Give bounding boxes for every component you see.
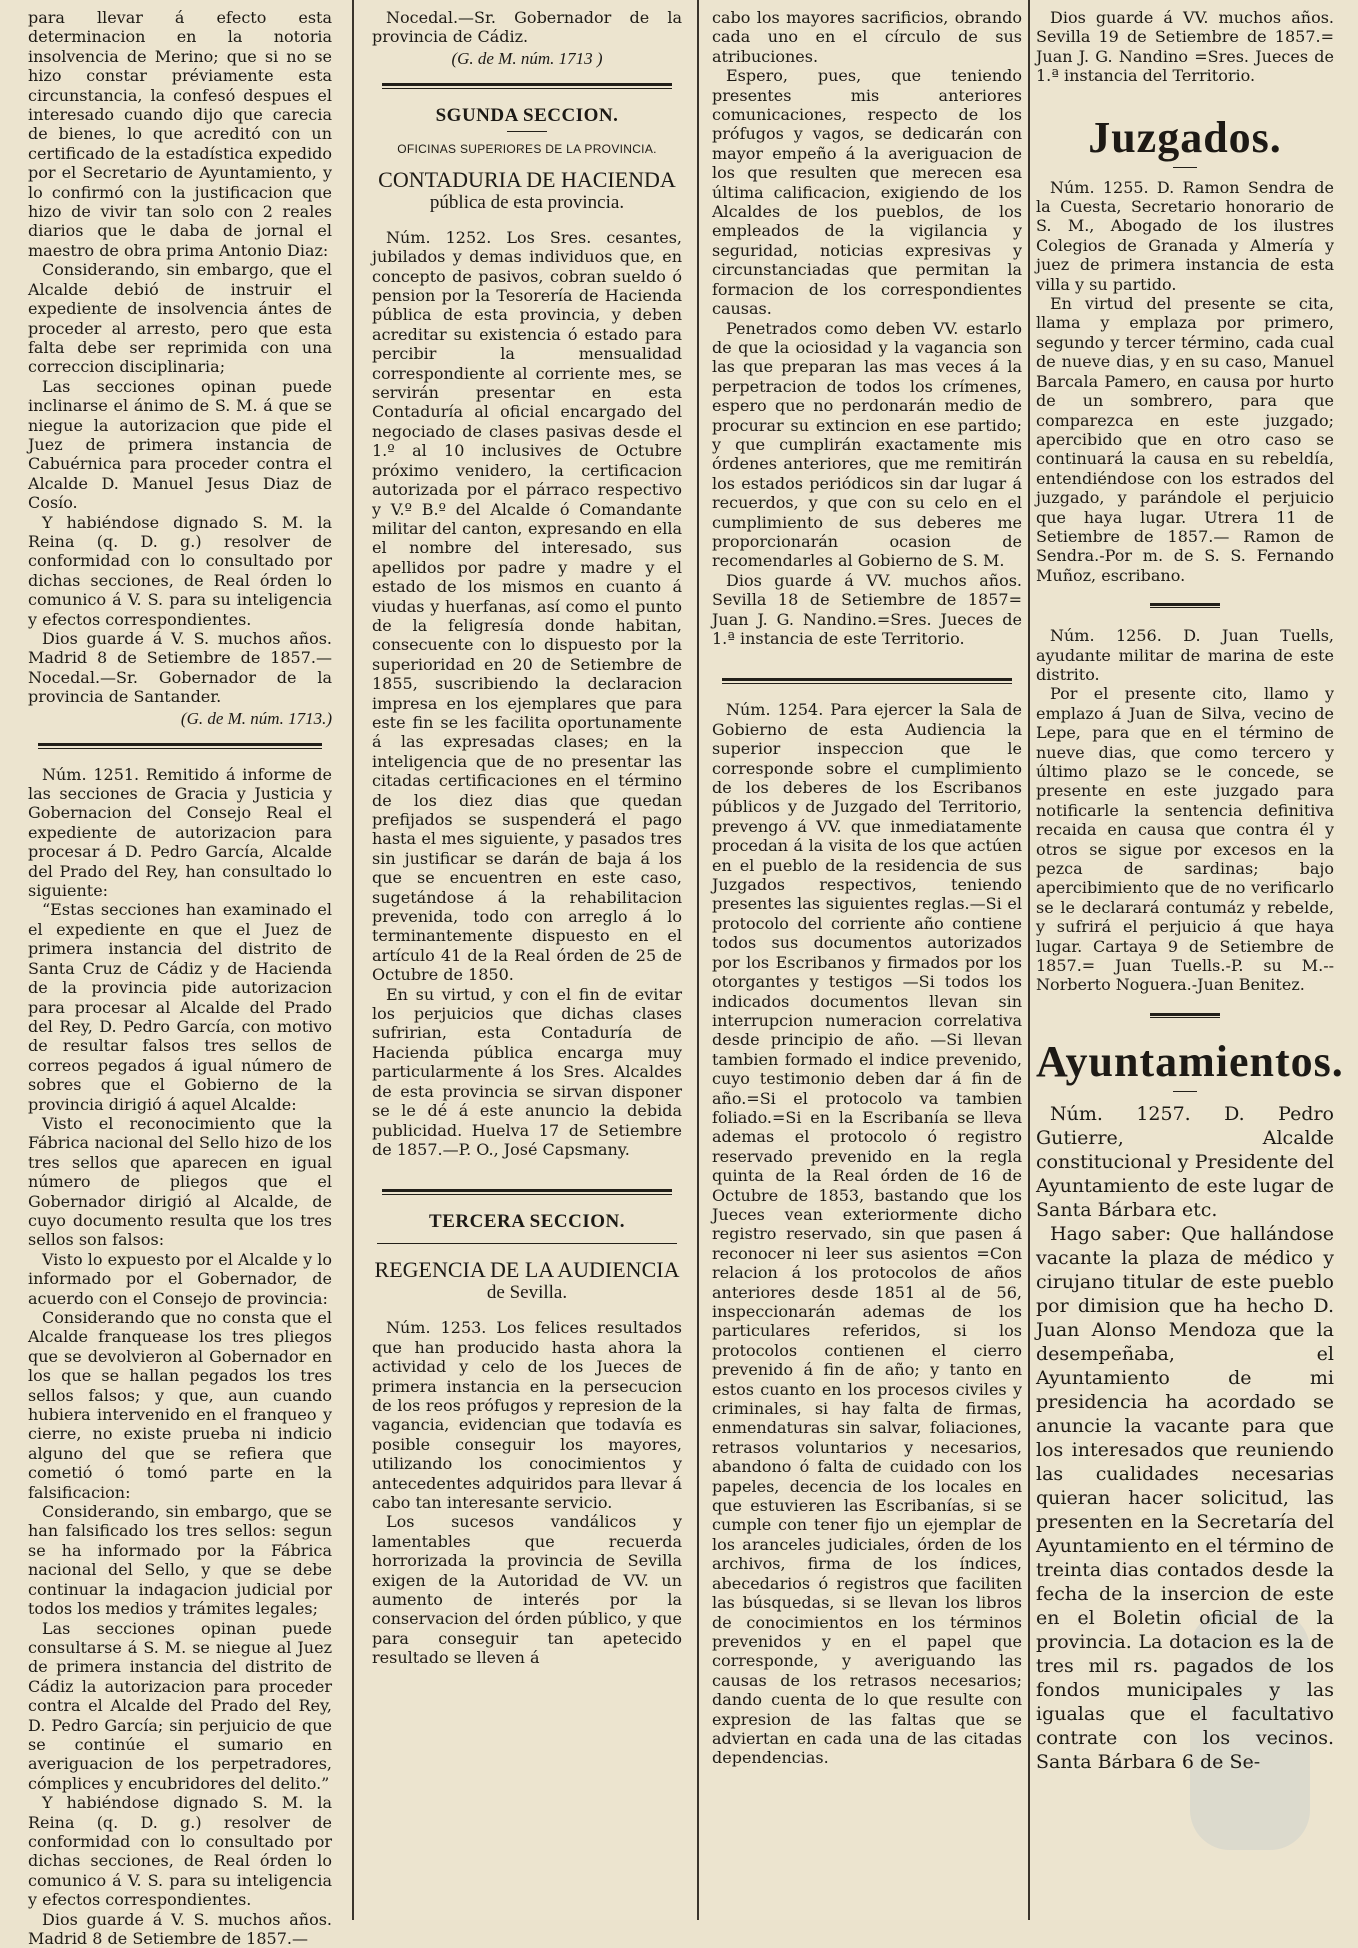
section-rule [1150, 1013, 1220, 1018]
paragraph: Dios guarde á VV. muchos años. Sevilla 19 de Setiembre de 1857.= Juan J. G. Nandino =Sres. Jueces de 1.ª instancia del Territorio. [1036, 8, 1334, 86]
paragraph: Penetrados como deben VV. estarlo de que la ociosidad y la vagancia son las que preparan las mas veces á la perpetracion de todos los crímenes, espero que no perdonarán medio de procurar su extincion en ese partido; y que cumplirán exactamente mis órdenes anteriores, que me remitirán los estados periódicos sin dar lugar á recuerdos, y que con su celo en el cumplimiento de sus deberes me proporcionarán ocasion de recomendarles al Gobierno de S. M. [712, 318, 1022, 571]
office-subtitle: de Sevilla. [486, 1282, 568, 1304]
paragraph: Visto el reconocimiento que la Fábrica nacional del Sello hizo de los tres sellos que aparecen en igual número de pliegos que el Gobernador dirigió al Alcalde, de cuyo documento resulta que los tres sellos son falsos: [28, 1113, 332, 1250]
paragraph: Núm. 1255. D. Ramon Sendra de la Cuesta, Secretario honorario de S. M., Abogado de los ilustres Colegios de Granada y Almería y juez de primera instancia de esta villa y su partido. [1036, 177, 1334, 294]
paragraph: Visto lo expuesto por el Alcalde y lo informado por el Gobernador, de acuerdo con el Consejo de provincia: [28, 1249, 332, 1308]
paragraph: Núm. 1252. Los Sres. cesantes, jubilados y demas individuos que, en concepto de pasivos, cobran sueldo ó pension por la Tesorería de Hacienda pública de esta provincia, y deben acreditar su existencia ó estado para percibir la mensualidad correspondiente al corriente mes, se servirán presentar en esta Contaduría al oficial encargado del negociado de clases pasivas desde el 1.º al 10 inclusives de Octubre próximo venidero, la certificacion autorizada por el párraco respectivo y V.º B.º del Alcalde ó Comandante militar del canton, expresando en ella el nombre del interesado, sus apellidos por padre y madre y el estado de los mismos en cuanto á viudas y huerfanas, así como el punto de la feligresía donde habitan, consecuente con lo dispuesto por la superioridad en 20 de Setiembre de 1855, suscribiendo la declaracion impresa en los ejemplares que para este fin se les facilita oportunamente á las expresadas clases; en la inteligencia que de no presentar las citadas certificaciones en el término de los diez dias que quedan prefijados se suspenderá el pago hasta el mes siguiente, y pasados tres sin justificar se darán de baja á los que se encuentren en este caso, sugetándose á la rehabilitacion prevenida, todo con arreglo á lo terminantemente dispuesto en el artículo 41 de la Real órden de 25 de Octubre de 1850. [372, 227, 682, 985]
paragraph: cabo los mayores sacrificios, obrando cada uno en el círculo de sus atribuciones. [712, 8, 1022, 66]
section-rule [38, 743, 322, 749]
divider [1173, 167, 1197, 168]
paragraph: Y habiéndose dignado S. M. la Reina (q. D. g.) resolver de conformidad con lo consultado por dichas secciones, de Real órden lo comunico á V. S. para su inteligencia y efectos correspondientes. [28, 1793, 332, 1910]
section-heading-ayuntamientos: Ayuntamientos. [1036, 1036, 1344, 1086]
section-title: TERCERA SECCION. [429, 1211, 625, 1233]
paragraph: “Estas secciones han examinado el el expediente en que el Juez de primera instancia del distrito de Santa Cruz de Cádiz y de Hacienda de la provincia pide autorizacion para procesar al Alcalde del Prado del Rey, D. Pedro García, con motivo de resultar falsos tres sellos de correos pegados á igual número de sobres que el Gobierno de la provincia dirigió á aquel Alcalde: [28, 900, 332, 1114]
paragraph: Núm. 1253. Los felices resultados que han producido hasta ahora la actividad y celo de los Jueces de primera instancia en la persecucion de los reos prófugos y represion de la vagancia, evidencian que todavía es posible conseguir los mayores, utilizando los conocimientos y antecedentes adquiridos para llevar á cabo tan interesante servicio. [372, 1318, 682, 1512]
section-rule [1150, 603, 1220, 608]
divider [507, 131, 547, 132]
paragraph: Considerando, sin embargo, que se han falsificado los tres sellos: segun se ha informado por la Fábrica nacional del Sello, y que se debe continuar la indagacion judicial por todos los medios y trámites legales; [28, 1502, 332, 1619]
section-title: SGUNDA SECCION. [435, 104, 619, 126]
paragraph: Nocedal.—Sr. Gobernador de la provincia de Cádiz. [372, 8, 682, 47]
divider [1173, 1091, 1197, 1092]
source-citation: (G. de M. núm. 1713.) [180, 708, 332, 728]
column-4 [1036, 0, 1344, 1920]
divider [377, 1243, 677, 1244]
paragraph: Y habiéndose dignado S. M. la Reina (q. D. g.) resolver de conformidad con lo consultado por dichas secciones, de Real órden lo comunico á V. S. para su inteligencia y efectos correspondientes. [28, 512, 332, 629]
paragraph: Considerando, sin embargo, que el Alcalde debió de instruir el expediente de insolvencia ántes de proceder al arresto, pero que esta falta debe ser reprimida con una correccion disciplinaria; [28, 260, 332, 377]
paragraph: Las secciones opinan puede inclinarse el ánimo de S. M. á que se niegue la autorizacion que pide el Juez de primera instancia de Cabuérnica para proceder contra el Alcalde D. Manuel Jesus Diaz de Cosío. [28, 376, 332, 513]
paragraph: Espero, pues, que teniendo presentes mis anteriores comunicaciones, respecto de los prófugos y vagos, se dedicarán con mayor empeño á la averiguacion de los que resulten que merecen esa última calificacion, exigiendo de los Alcaldes de los pueblos, de los empleados de la vigilancia y seguridad, noticias expresivas y circunstanciadas que permitan la formacion de los correspondientes causas. [712, 66, 1022, 319]
paragraph: Dios guarde á V. S. muchos años. Madrid 8 de Setiembre de 1857.— Nocedal.—Sr. Gobernador de la provincia de Santander. [28, 629, 332, 707]
office-title: CONTADURIA DE HACIENDA [378, 166, 676, 192]
paragraph: Hago saber: Que hallándose vacante la plaza de médico y cirujano titular de este pueblo por dimision que ha hecho D. Juan Alonso Mendoza que la desempeñaba, el Ayuntamiento de mi presidencia ha acordado se anuncie la vacante para que los interesados que reuniendo las cualidades necesarias quieran hacer solicitud, las presenten en la Secretaría del Ayuntamiento en el término de treinta dias contados desde la fecha de la insercion de este en el Boletin oficial de la provincia. La dotacion es la de tres mil rs. pagados de los fondos municipales y las igualas que el facultativo contrate con los vecinos. Santa Bárbara 6 de Se- [1036, 1222, 1334, 1773]
paragraph: Las secciones opinan puede consultarse á S. M. se niegue al Juez de primera instancia del distrito de Cádiz la autorizacion para proceder contra el Alcalde del Prado del Rey, D. Pedro García; sin perjuicio de que se continúe el sumario en averiguacion de los perpetradores, cómplices y encubridores del delito.” [28, 1618, 332, 1793]
paragraph: Núm. 1256. D. Juan Tuells, ayudante militar de marina de este distrito. [1036, 626, 1334, 684]
paragraph: Dios guarde á V. S. muchos años. Madrid 8 de Setiembre de 1857.— [28, 1909, 332, 1948]
paragraph: Por el presente cito, llamo y emplazo á Juan de Silva, vecino de Lepe, para que en el término de nueve dias, que como tercero y último plazo se le concede, se presente en este juzgado para notificarle la sentencia definitiva recaida en causa que contra él y otros se sigue por excesos en la pezca de sardinas; bajo apercibimiento que de no verificarlo se le declarará contumáz y rebelde, y sufrirá el perjuicio á que haya lugar. Cartaya 9 de Setiembre de 1857.= Juan Tuells.-P. su M.--Norberto Noguera.-Juan Benitez. [1036, 684, 1334, 995]
paragraph: Considerando que no consta que el Alcalde franquease los tres pliegos que se devolvieron al Gobernador en los que se hallan pegados los tres sellos falsos; y que, aun cuando hubiera intervenido en el franqueo y cierre, no existe prueba ni indicio alguno del que se refiera que cometió ó tomó parte en la falsificacion: [28, 1308, 332, 1502]
column-3 [712, 0, 1022, 1920]
paragraph: En su virtud, y con el fin de evitar los perjuicios que dichas clases sufririan, esta Contaduría de Hacienda pública encarga muy particularmente á los Sres. Alcaldes de esta provincia se sirvan disponer se le dé á este anuncio la debida publicidad. Huelva 17 de Setiembre de 1857.—P. O., José Capsmany. [372, 984, 682, 1159]
column-divider [352, 0, 354, 1920]
section-rule [382, 1189, 672, 1195]
paragraph: Núm. 1254. Para ejercer la Sala de Gobierno de esta Audiencia la superior inspeccion que le corresponde sobre el cumplimiento de los deberes de los Escribanos públicos y de Juzgado del Territorio, prevengo á VV. que inmediatamente procedan á la visita de los que actúen en el pueblo de la residencia de sus Juzgados respectivos, teniendo presentes las siguientes reglas.—Si el protocolo del corriente año contiene todos sus documentos autorizados por los Escribanos y firmados por los otorgantes y testigos —Si todos los indicados documentos llevan sin interrupcion numeracion correlativa desde principio de año. —Si llevan tambien formado el indice prevenido, cuyo testimonio deben dar á fin de año.=Si el protocolo va tambien foliado.=Si en la Escribanía se lleva ademas el protocolo ó registro reservado prevenido en la regla quinta de la Real órden de 16 de Octubre de 1853, bastando que los Jueces vean exteriormente dicho registro reservado, sin que pasen á reconocer ni leer sus asientos =Con relacion á los protocolos de años anteriores desde 1851 al de 56, inspeccionarán ademas de los particulares referidos, si los protocolos contienen el cierro prevenido á fin de año; y tanto en estos cuanto en los procesos civiles y criminales, si hay falta de firmas, enmendaturas sin salvar, foliaciones, retrasos voluntarios y necesarios, abandono ó falta de cuidado con los papeles, decencia de los locales en que estuvieren las Escribanías, si se cumple con tener fijo un ejemplar de los aranceles judiciales, órden de los archivos, firma de los índices, abecedarios ó registros que faciliten las búsquedas, si se llevan los libros de conocimientos en los términos prevenidos y en el papel que corresponde, y averiguando las causas de los retrasos necesarios; dando cuenta de lo que resulte con expresion de las faltas que se adviertan en cada una de las citadas dependencias. [712, 700, 1022, 1768]
offices-heading: OFICINAS SUPERIORES DE LA PROVINCIA. [397, 141, 657, 156]
paragraph: para llevar á efecto esta determinacion en la notoria insolvencia de Merino; que si no se hizo constar préviamente esta circunstancia, la confesó despues el interesado cuando dijo que carecia de bienes, lo que acreditó con un certificado de la estadística expedido por el Secretario de Ayuntamiento, y lo confirmó con la justificacion que hizo de vivir tan solo con 2 reales diarios que le daba de jornal el maestro de obra prima Antonio Diaz: [28, 8, 332, 260]
paragraph: En virtud del presente se cita, llama y emplaza por primero, segundo y tercer término, cada cual de nueve dias, y en su caso, Manuel Barcala Pamero, en causa por hurto de un sombrero, para que comparezca en este juzgado; apercibido que en otro caso se continuará la causa en su rebeldía, entendiéndose con los estrados del juzgado, y parándole el perjuicio que haya lugar. Utrera 11 de Setiembre de 1857.— Ramon de Sendra.-Por m. de S. S. Fernando Muñoz, escribano. [1036, 294, 1334, 585]
office-title: REGENCIA DE LA AUDIENCIA [374, 1257, 680, 1283]
paragraph: Núm. 1257. D. Pedro Gutierre, Alcalde constitucional y Presidente del Ayuntamiento de este lugar de Santa Bárbara etc. [1036, 1102, 1334, 1221]
column-1 [28, 0, 332, 1948]
section-rule [382, 83, 672, 89]
column-2 [372, 0, 682, 1920]
paragraph: Los sucesos vandálicos y lamentables que recuerda horrorizada la provincia de Sevilla exigen de la Autoridad de VV. un aumento de interés por la conservacion del órden público, y que para conseguir tan apetecido resultado se lleven á [372, 1512, 682, 1668]
column-divider [1028, 0, 1030, 1920]
column-divider [697, 0, 699, 1920]
paragraph: Dios guarde á VV. muchos años. Sevilla 18 de Setiembre de 1857= Juan J. G. Nandino.=Sres. Jueces de 1.ª instancia de este Territorio. [712, 570, 1022, 648]
source-citation: (G. de M. núm. 1713 ) [451, 48, 603, 68]
section-rule [722, 678, 1012, 684]
section-heading-juzgados: Juzgados. [1088, 112, 1282, 162]
office-subtitle: pública de esta provincia. [429, 191, 625, 213]
paragraph: Núm. 1251. Remitido á informe de las secciones de Gracia y Justicia y Gobernacion del Consejo Real el expediente de autorizacion para procesar á D. Pedro García, Alcalde del Prado del Rey, han consultado lo siguiente: [28, 764, 332, 901]
